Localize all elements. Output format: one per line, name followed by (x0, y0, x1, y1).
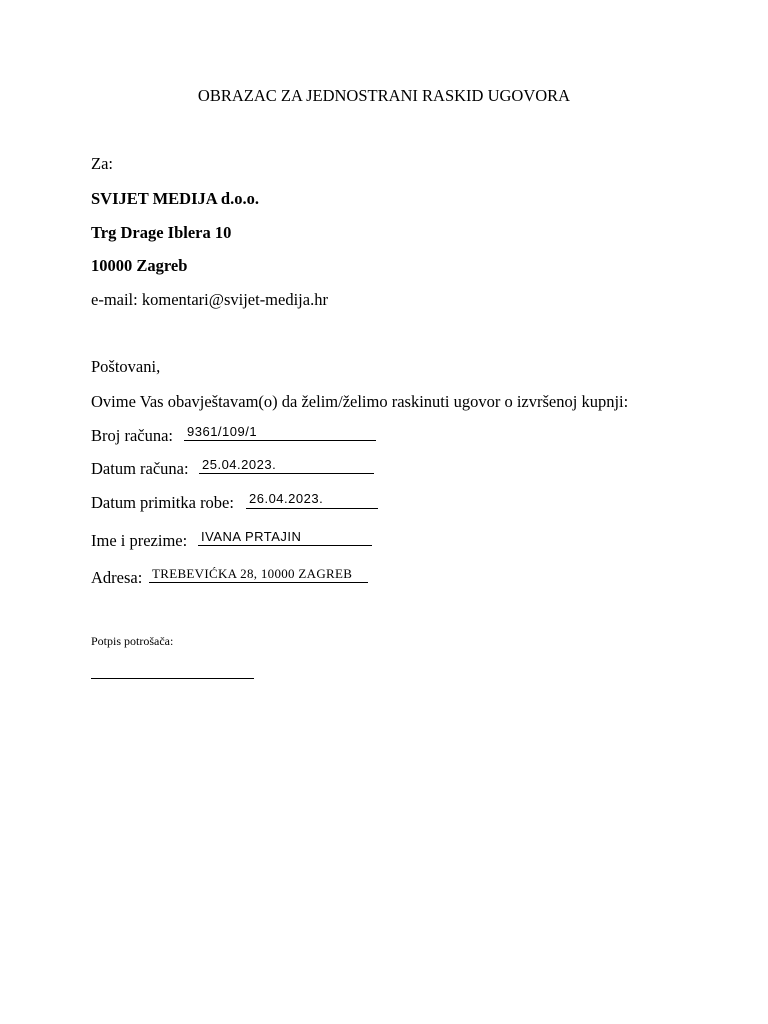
greeting: Poštovani, (91, 357, 161, 376)
receipt-date-label: Datum primitka robe: (91, 493, 234, 512)
invoice-number-line (184, 440, 376, 441)
company-name: SVIJET MEDIJA d.o.o. (91, 189, 259, 208)
intro-text: Ovime Vas obavještavam(o) da želim/želimo raskinuti ugovor o izvršenoj kupnji: (91, 392, 629, 411)
company-email: e-mail: komentari@svijet-medija.hr (91, 290, 328, 309)
address-label: Adresa: (91, 568, 143, 587)
address-line (149, 582, 368, 583)
full-name-line (198, 545, 372, 546)
address-value[interactable]: TREBEVIĆKA 28, 10000 ZAGREB (152, 566, 353, 581)
document-title: OBRAZAC ZA JEDNOSTRANI RASKID UGOVORA (197, 86, 571, 105)
invoice-date-value[interactable]: 25.04.2023. (202, 457, 277, 472)
signature-line[interactable] (91, 678, 254, 679)
invoice-date-label: Datum računa: (91, 459, 189, 478)
to-label: Za: (91, 154, 113, 173)
signature-label: Potpis potrošača: (91, 634, 174, 648)
invoice-date-line (199, 473, 374, 474)
receipt-date-value[interactable]: 26.04.2023. (249, 491, 324, 506)
company-city: 10000 Zagreb (91, 256, 188, 275)
receipt-date-line (246, 508, 378, 509)
invoice-number-value[interactable]: 9361/109/1 (187, 424, 258, 439)
full-name-value[interactable]: IVANA PRTAJIN (201, 529, 302, 544)
company-street: Trg Drage Iblera 10 (91, 223, 232, 242)
full-name-label: Ime i prezime: (91, 531, 188, 550)
invoice-number-label: Broj računa: (91, 426, 174, 445)
